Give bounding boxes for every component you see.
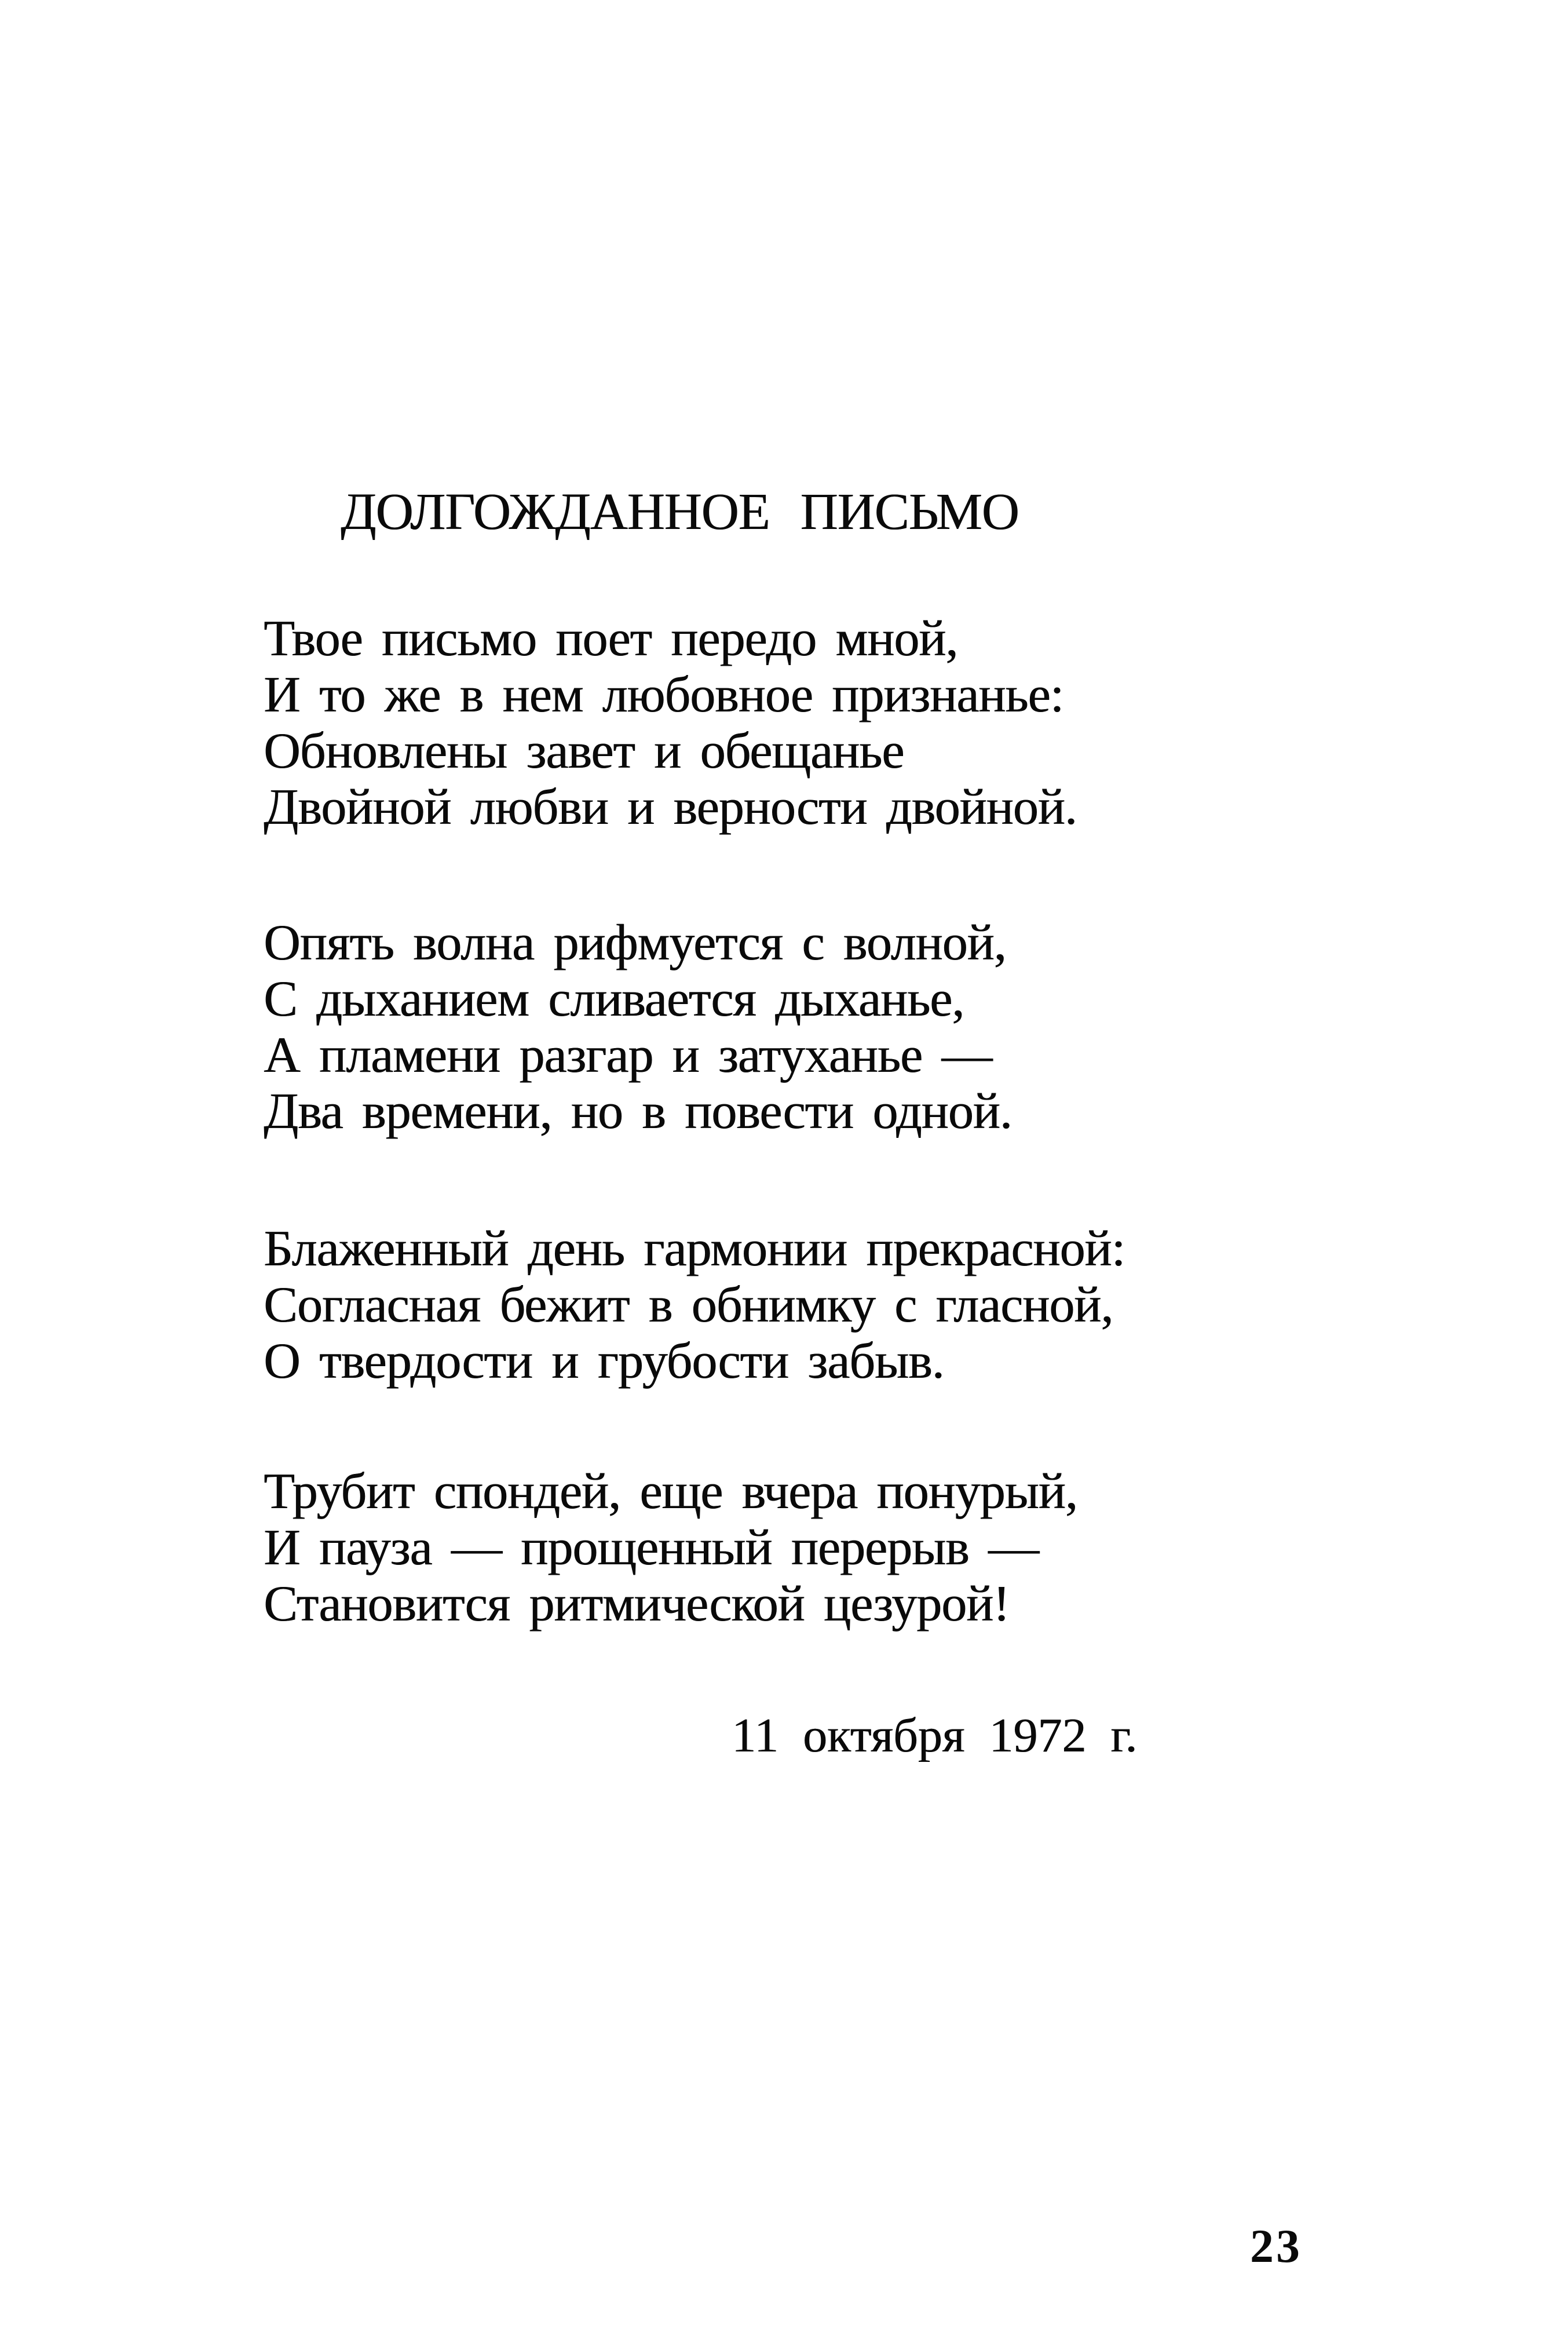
poem-line: Согласная бежит в обнимку с гласной,	[264, 1277, 1113, 1333]
poem-line: С дыханием сливается дыханье,	[264, 971, 964, 1027]
poem-line: Твое письмо поет передо мной,	[264, 611, 958, 667]
stanza-1	[264, 611, 1077, 835]
poem-date: 11 октября 1972 г.	[732, 1709, 1138, 1762]
poem-line: Обновлены завет и обещанье	[264, 723, 904, 779]
poem-line: А пламени разгар и затуханье —	[264, 1027, 992, 1083]
poem-line: Два времени, но в повести одной.	[264, 1083, 1012, 1140]
page-number: 23	[1250, 2220, 1302, 2272]
poem-line: О твердости и грубости забыв.	[264, 1333, 944, 1389]
poem-line: Опять волна рифмуется с волной,	[264, 915, 1006, 971]
stanza-4	[264, 1464, 1077, 1632]
poem-title: ДОЛГОЖДАННОЕ ПИСЬМО	[341, 483, 1019, 541]
poem-line: Трубит спондей, еще вчера понурый,	[264, 1464, 1077, 1520]
poem-line: Становится ритмической цезурой!	[264, 1576, 1010, 1632]
poem-line: И то же в нем любовное признанье:	[264, 667, 1063, 723]
stanza-3	[264, 1221, 1125, 1389]
poem-line: Двойной любви и верности двойной.	[264, 779, 1077, 835]
poem-line: И пауза — прощенный перерыв —	[264, 1520, 1039, 1576]
stanza-2	[264, 915, 1012, 1140]
poem-line: Блаженный день гармонии прекрасной:	[264, 1221, 1125, 1277]
